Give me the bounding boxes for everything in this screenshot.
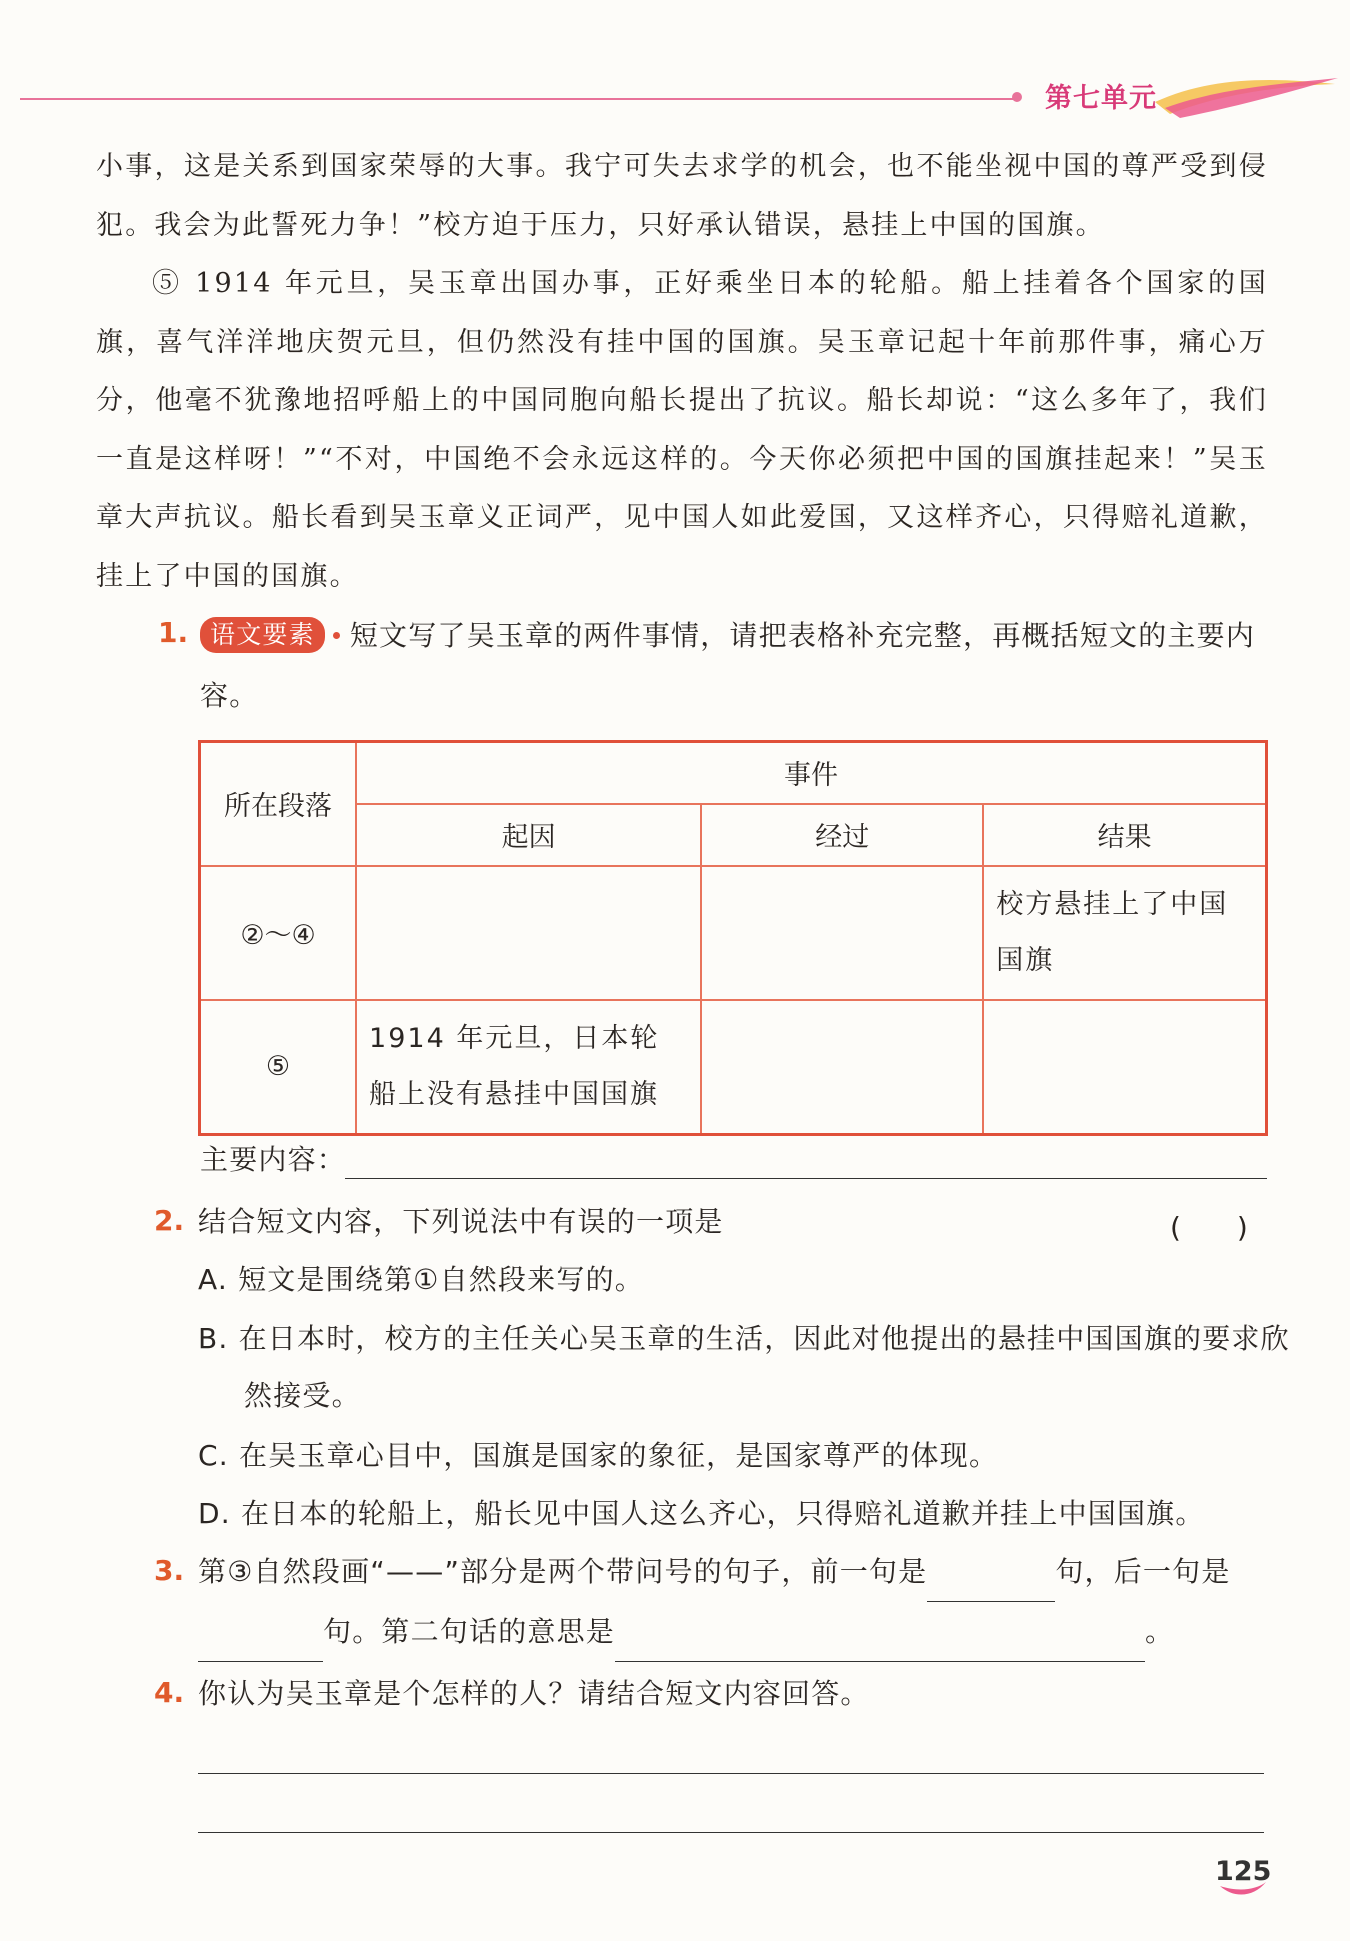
passage-paragraph-4-end: 小事，这是关系到国家荣辱的大事。我宁可失去求学的机会，也不能坐视中国的尊严受到侵犯。我会为此誓死力争！”校方迫于压力，只好承认错误，悬挂上中国的国旗。 [96, 151, 1268, 241]
option-a: A. 短文是围绕第①自然段来写的。 [198, 1263, 644, 1296]
header-event: 事件 [356, 742, 1266, 804]
event-table [198, 740, 1268, 1136]
question-2-number: 2. [154, 1204, 185, 1237]
sentence-type-blank-2[interactable] [198, 1627, 323, 1662]
question-3-number: 3. [154, 1554, 185, 1587]
header-cause: 起因 [356, 804, 701, 866]
sentence-type-blank-1[interactable] [927, 1567, 1055, 1602]
row1-process-blank[interactable] [701, 866, 983, 1000]
answer-line-1[interactable] [198, 1773, 1264, 1774]
option-c: C. 在吴玉章心目中，国旗是国家的象征，是国家尊严的体现。 [198, 1439, 999, 1472]
question-1-number: 1. [158, 616, 189, 649]
option-b: B. 在日本时，校方的主任关心吴玉章的生活，因此对他提出的悬挂中国国旗的要求欣然接受。 [198, 1322, 1290, 1412]
unit-title: 第七单元 [1045, 83, 1157, 114]
summary-answer-line[interactable] [345, 1178, 1267, 1179]
header-swoosh-icon [1150, 72, 1340, 122]
question-3-line-2 [198, 1602, 1270, 1662]
header-rule [20, 98, 1020, 100]
badge-dot-icon [333, 632, 340, 639]
question-4-number: 4. [154, 1676, 185, 1709]
question-3-text-c: 句。第二句话的意思是 [323, 1615, 616, 1648]
page-swoosh-icon [1218, 1880, 1268, 1898]
answer-parentheses[interactable]: ( ) [1170, 1211, 1248, 1244]
row1-cause-blank[interactable] [356, 866, 701, 1000]
answer-line-2[interactable] [198, 1832, 1264, 1833]
header-process: 经过 [701, 804, 983, 866]
header-paragraph: 所在段落 [200, 742, 357, 866]
passage-paragraph-5: ⑤ 1914 年元旦，吴玉章出国办事，正好乘坐日本的轮船。船上挂着各个国家的国旗，喜气洋洋地庆贺元旦，但仍然没有挂中国的国旗。吴玉章记起十年前那件事，痛心万分，他毫不犹豫地招呼船上的中国同胞向船长提出了抗议。船长却说：“这么多年了，我们一直是这样呀！”“不对，中国绝不会永远这样的。今天你必须把中国的国旗挂起来！”吴玉章大声抗议。船长看到吴玉章义正词严，见中国人如此爱国，又这样齐心，只得赔礼道歉，挂上了中国的国旗。 [96, 268, 1268, 592]
question-1-prompt [200, 606, 1270, 726]
row1-result: 校方悬挂上了中国国旗 [983, 866, 1266, 1000]
summary-label: 主要内容： [200, 1143, 347, 1176]
question-3-text-b: 句，后一句是 [1055, 1555, 1231, 1588]
question-1-text: 短文写了吴玉章的两件事情，请把表格补充完整，再概括短文的主要内容。 [200, 619, 1256, 712]
header-result: 结果 [983, 804, 1266, 866]
header-dot [1012, 92, 1022, 102]
row1-paragraph: ②～④ [200, 866, 357, 1000]
row2-paragraph: ⑤ [200, 1000, 357, 1135]
question-3-end: 。 [1145, 1615, 1175, 1648]
question-4-text: 你认为吴玉章是个怎样的人？请结合短文内容回答。 [198, 1677, 870, 1710]
question-2-text: 结合短文内容，下列说法中有误的一项是 [198, 1205, 724, 1238]
reading-passage [96, 138, 1268, 606]
meaning-blank[interactable] [615, 1627, 1145, 1662]
row2-result-blank[interactable] [983, 1000, 1266, 1135]
question-3-text-a: 第③自然段画“——”部分是两个带问号的句子，前一句是 [198, 1555, 928, 1588]
option-d: D. 在日本的轮船上，船长见中国人这么齐心，只得赔礼道歉并挂上中国国旗。 [198, 1497, 1205, 1530]
page-number: 125 [1215, 1856, 1272, 1887]
language-element-badge: 语文要素 [200, 617, 325, 653]
row2-cause: 1914 年元旦，日本轮船上没有悬挂中国国旗 [356, 1000, 701, 1135]
row2-process-blank[interactable] [701, 1000, 983, 1135]
question-3-line-1 [198, 1542, 1270, 1602]
